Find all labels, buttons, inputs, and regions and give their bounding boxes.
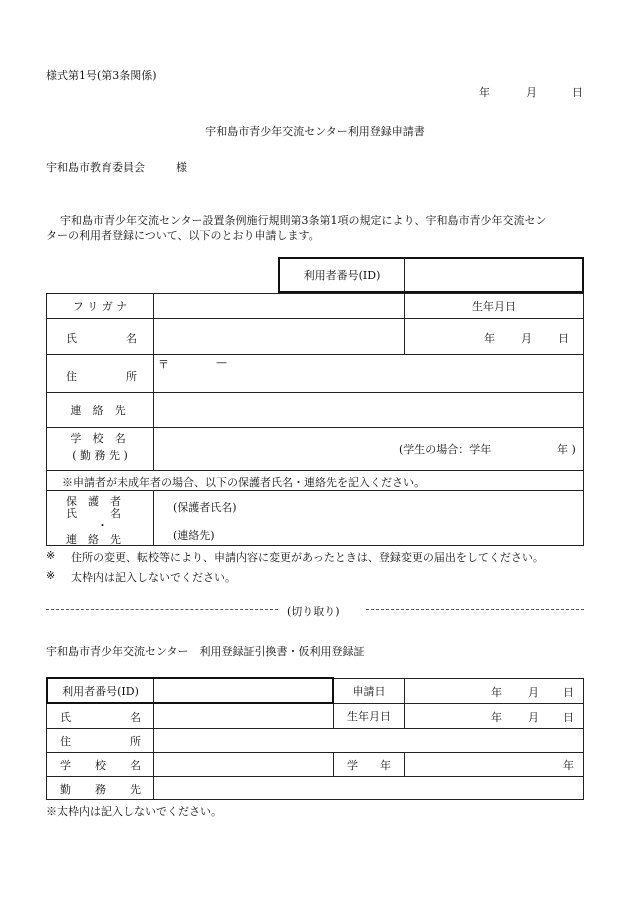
slip-right-column-divider-top xyxy=(404,678,405,728)
contact-label: 連 絡 先 xyxy=(70,404,130,417)
date-day-label: 日 xyxy=(572,86,583,99)
note-1-mark: ※ xyxy=(46,549,56,562)
table-bottom-border xyxy=(46,545,584,546)
table-right-border xyxy=(583,293,584,545)
slip-birth-month-label: 月 xyxy=(528,711,539,724)
row-line-name xyxy=(46,354,584,355)
page-title: 宇和島市青少年交流センター利用登録申請書 xyxy=(205,125,425,138)
slip-grade-suffix: 年 xyxy=(563,759,574,772)
cut-line-label: (切り取り) xyxy=(287,605,340,618)
name-label-char-2: 名 xyxy=(126,332,137,345)
slip-work-label-char-2: 務 xyxy=(95,783,106,796)
slip-apply-day-label: 日 xyxy=(563,686,574,699)
guardian-label-line-4: 連 絡 先 xyxy=(66,533,121,546)
slip-workplace-field[interactable] xyxy=(154,777,583,799)
slip-name-label-char-2: 名 xyxy=(130,711,141,724)
address-label-char-2: 所 xyxy=(126,370,137,383)
guardian-contact-hint: (連絡先) xyxy=(173,529,215,542)
student-grade-note: (学生の場合：学年 xyxy=(399,443,492,456)
slip-address-field[interactable] xyxy=(154,729,583,752)
minor-guardian-note: ※申請者が未成年者の場合、以下の保護者氏名・連絡先を記入ください。 xyxy=(62,476,425,489)
slip-school-label-char-3: 名 xyxy=(130,759,141,772)
name-field[interactable] xyxy=(154,319,404,354)
cut-line-right xyxy=(366,609,584,610)
school-label: 学 校 名 xyxy=(70,432,130,445)
guardian-label-separator: ・ xyxy=(97,519,108,532)
slip-school-label-char-2: 校 xyxy=(95,759,106,772)
note-2-mark: ※ xyxy=(46,569,56,582)
slip-footer-note: ※太枠内は記入しないでください。 xyxy=(46,805,222,818)
row-line-school xyxy=(46,470,584,471)
postal-dash: — xyxy=(216,356,227,369)
slip-address-label-char-2: 所 xyxy=(130,735,141,748)
row-line-minor-note xyxy=(46,490,584,491)
address-label-char-1: 住 xyxy=(66,370,77,383)
slip-user-id-field xyxy=(154,679,332,703)
guardian-name-hint: (保護者氏名) xyxy=(173,501,237,514)
name-label-char-1: 氏 xyxy=(66,332,77,345)
slip-right-column-divider-school xyxy=(404,752,405,776)
student-grade-note-end: 年 ) xyxy=(557,443,576,456)
main-user-id-field xyxy=(405,259,582,291)
address-field[interactable] xyxy=(154,370,583,392)
school-field[interactable] xyxy=(154,428,394,470)
slip-school-field[interactable] xyxy=(154,753,333,776)
birth-day-label: 日 xyxy=(558,332,569,345)
slip-apply-year-label: 年 xyxy=(491,686,502,699)
slip-bottom-border xyxy=(46,799,584,800)
date-month-label: 月 xyxy=(526,86,537,99)
furigana-field[interactable] xyxy=(154,294,404,318)
slip-name-field[interactable] xyxy=(154,704,333,728)
postal-mark-icon: 〒 xyxy=(158,358,169,371)
slip-work-label-char-3: 先 xyxy=(130,783,141,796)
id-box-right-border xyxy=(582,257,584,293)
addressee-honorific: 様 xyxy=(176,161,187,174)
main-user-id-label: 利用者番号(ID) xyxy=(303,269,381,282)
guardian-label-line-2: 氏 名 xyxy=(66,507,121,520)
slip-school-label-char-1: 学 xyxy=(60,759,71,772)
furigana-label: フ リ ガ ナ xyxy=(72,300,128,313)
workplace-label: ( 勤 務 先 ) xyxy=(72,449,128,462)
slip-address-label-char-1: 住 xyxy=(60,735,71,748)
addressee: 宇和島市教育委員会 xyxy=(46,161,145,174)
guardian-label-line-1: 保 護 者 xyxy=(66,495,121,508)
birthdate-label: 生年月日 xyxy=(472,300,516,313)
slip-birth-day-label: 日 xyxy=(563,711,574,724)
intro-line-2: ターの利用者登録について、以下のとおり申請します。 xyxy=(46,229,320,242)
slip-title: 宇和島市青少年交流センター 利用登録証引換書・仮利用登録証 xyxy=(46,645,365,658)
contact-field[interactable] xyxy=(154,393,583,427)
note-1-text: 住所の変更、転校等により、申請内容に変更があったときは、登録変更の届出をしてください。 xyxy=(71,551,544,564)
note-2-text: 太枠内は記入しないでください。 xyxy=(71,571,236,584)
slip-user-id-label: 利用者番号(ID) xyxy=(62,685,139,698)
birth-month-label: 月 xyxy=(521,332,532,345)
slip-work-label-char-1: 勤 xyxy=(60,783,71,796)
intro-line-1: 宇和島市青少年交流センター設置条例施行規則第3条第1項の規定により、宇和島市青少年交流セン xyxy=(60,214,547,227)
slip-birth-year-label: 年 xyxy=(491,711,502,724)
label-column-divider-guardian xyxy=(153,490,154,545)
slip-apply-month-label: 月 xyxy=(528,686,539,699)
form-number: 様式第1号(第3条関係) xyxy=(46,69,157,82)
date-year-label: 年 xyxy=(479,86,490,99)
cut-line-left xyxy=(46,609,278,610)
slip-right-border xyxy=(583,678,584,799)
birth-year-label: 年 xyxy=(484,332,495,345)
slip-birthdate-label: 生年月日 xyxy=(347,710,391,723)
slip-name-label-char-1: 氏 xyxy=(60,711,71,724)
slip-apply-date-label: 申請日 xyxy=(352,685,386,698)
slip-grade-label: 学 年 xyxy=(347,758,391,772)
